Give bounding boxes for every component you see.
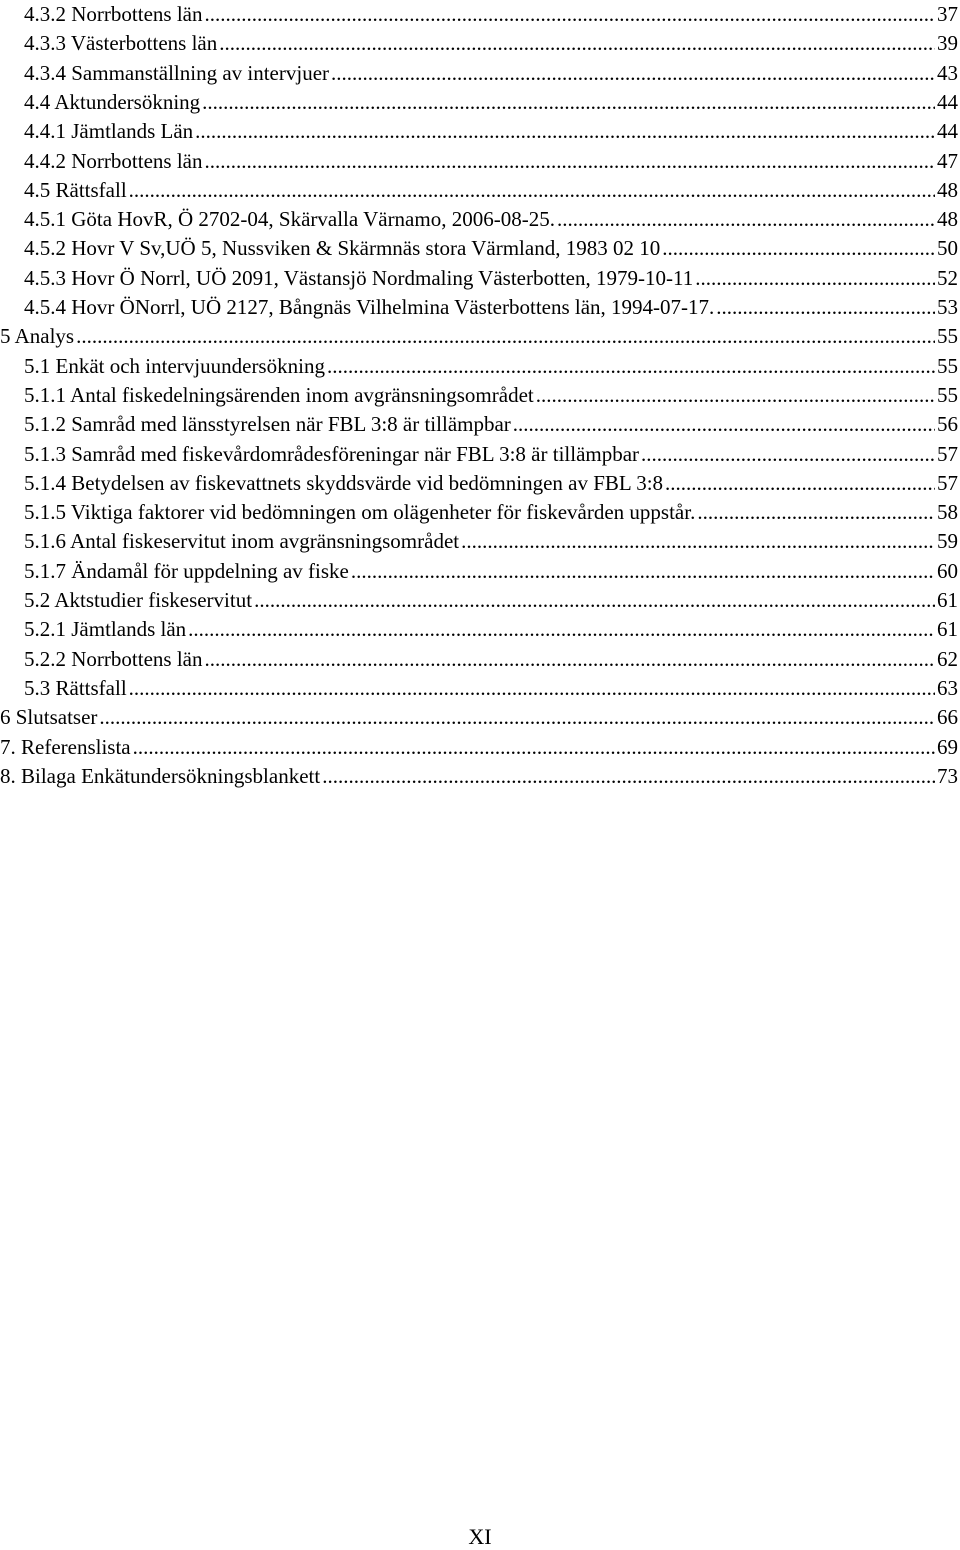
- toc-page-number: 66: [937, 705, 958, 730]
- toc-dot-leader: [254, 586, 935, 615]
- toc-page-number: 58: [937, 500, 958, 525]
- toc-dot-leader: [665, 469, 935, 498]
- toc-dot-leader: [331, 59, 935, 88]
- toc-entry[interactable]: [24, 615, 958, 644]
- toc-dot-leader: [327, 352, 935, 381]
- toc-entry[interactable]: [24, 410, 958, 439]
- toc-entry-title: 8. Bilaga Enkätundersökningsblankett: [0, 763, 321, 788]
- toc-entry-title: 4.5.4 Hovr ÖNorrl, UÖ 2127, Bångnäs Vilhelmina Västerbottens län, 1994-07-17.: [24, 295, 715, 319]
- toc-entry-title: 4.5.1 Göta HovR, Ö 2702-04, Skärvalla Värnamo, 2006-08-25.: [24, 207, 555, 232]
- toc-entry-title: 4.4.2 Norrbottens län: [24, 148, 203, 173]
- toc-dot-leader: [557, 205, 935, 234]
- toc-dot-leader: [641, 440, 935, 469]
- toc-page-number: 52: [937, 265, 958, 290]
- toc-entry[interactable]: [24, 645, 958, 674]
- toc-entry[interactable]: [24, 147, 958, 176]
- toc-entry[interactable]: [24, 674, 958, 703]
- toc-entry-title: 4.5 Rättsfall: [24, 177, 127, 202]
- toc-page-number: 61: [937, 588, 958, 612]
- toc-page-number: 48: [937, 177, 958, 202]
- toc-entry[interactable]: [24, 234, 958, 263]
- toc-entry-title: 7. Referenslista: [0, 734, 131, 759]
- toc-entry[interactable]: [0, 703, 958, 732]
- toc-dot-leader: [202, 88, 935, 117]
- toc-entry-title: 5.1.1 Antal fiskedelningsärenden inom avgränsningsområdet: [24, 382, 534, 407]
- toc-entry-title: 4.5.2 Hovr V Sv,UÖ 5, Nussviken & Skärmnäs stora Värmland, 1983 02 10: [24, 236, 661, 261]
- toc-entry[interactable]: [24, 205, 958, 234]
- toc-entry-title: 4.4 Aktundersökning: [24, 89, 201, 114]
- toc-dot-leader: [76, 322, 935, 351]
- toc-entry[interactable]: [24, 586, 958, 615]
- toc-dot-leader: [219, 29, 935, 58]
- toc-dot-leader: [536, 381, 935, 410]
- toc-entry[interactable]: [0, 322, 958, 351]
- toc-entry-title: 5.1.4 Betydelsen av fiskevattnets skyddsvärde vid bedömningen av FBL 3:8: [24, 470, 664, 495]
- toc-dot-leader: [695, 264, 935, 293]
- toc-entry[interactable]: [24, 527, 958, 556]
- toc-entry[interactable]: [24, 59, 958, 88]
- toc-page-number: 63: [937, 675, 958, 700]
- toc-entry-title: 5.3 Rättsfall: [24, 675, 127, 700]
- toc-entry[interactable]: [24, 117, 958, 146]
- toc-page-number: 69: [937, 734, 958, 759]
- toc-page-number: 55: [937, 353, 958, 378]
- toc-entry[interactable]: [24, 381, 958, 410]
- toc-entry[interactable]: [24, 440, 958, 469]
- toc-dot-leader: [129, 674, 935, 703]
- toc-page-number: 39: [937, 31, 958, 56]
- toc-entry-title: 5.1 Enkät och intervjuundersökning: [24, 353, 325, 378]
- toc-page-number: 53: [937, 295, 958, 319]
- toc-dot-leader: [351, 557, 935, 586]
- toc-page-number: 62: [937, 646, 958, 671]
- toc-dot-leader: [195, 117, 935, 146]
- toc-entry-title: 5.1.2 Samråd med länsstyrelsen när FBL 3:8 är tillämpbar: [24, 412, 511, 437]
- toc-page-number: 48: [937, 207, 958, 232]
- toc-entry-title: 5.1.7 Ändamål för uppdelning av fiske: [24, 558, 349, 583]
- toc-dot-leader: [513, 410, 935, 439]
- toc-dot-leader: [461, 527, 935, 556]
- toc-page-number: 56: [937, 412, 958, 437]
- toc-entry-title: 5 Analys: [0, 324, 75, 349]
- toc-page-number: 60: [937, 558, 958, 583]
- toc-dot-leader: [188, 615, 935, 644]
- toc-entry[interactable]: [24, 293, 958, 322]
- toc-page-number: 43: [937, 60, 958, 85]
- toc-dot-leader: [129, 176, 935, 205]
- toc-entry-title: 5.2 Aktstudier fiskeservitut: [24, 588, 253, 612]
- toc-page-number: 44: [937, 119, 958, 144]
- toc-dot-leader: [99, 703, 935, 732]
- toc-page-number: 55: [937, 324, 958, 349]
- toc-entry[interactable]: [24, 29, 958, 58]
- toc-dot-leader: [697, 498, 935, 527]
- toc-entry-title: 4.5.3 Hovr Ö Norrl, UÖ 2091, Västansjö Nordmaling Västerbotten, 1979-10-11: [24, 265, 694, 290]
- toc-entry[interactable]: [24, 352, 958, 381]
- toc-page-number: 73: [937, 763, 958, 788]
- toc-dot-leader: [204, 0, 935, 29]
- toc-page-number: 61: [937, 617, 958, 642]
- page-number: XI: [468, 1524, 492, 1549]
- toc-entry-title: 4.3.3 Västerbottens län: [24, 31, 218, 56]
- toc-page-number: 37: [937, 2, 958, 26]
- toc-entry-title: 6 Slutsatser: [0, 705, 98, 730]
- toc-entry-title: 4.4.1 Jämtlands Län: [24, 119, 194, 144]
- toc-page-number: 44: [937, 89, 958, 114]
- toc-page-number: 47: [937, 148, 958, 173]
- toc-dot-leader: [716, 293, 935, 322]
- toc-entry-title: 5.2.1 Jämtlands län: [24, 617, 187, 642]
- toc-dot-leader: [204, 147, 935, 176]
- toc-entry[interactable]: [24, 0, 958, 29]
- toc-entry-title: 4.3.4 Sammanställning av intervjuer: [24, 60, 330, 85]
- toc-dot-leader: [662, 234, 935, 263]
- toc-entry[interactable]: [24, 557, 958, 586]
- toc-entry-title: 5.1.5 Viktiga faktorer vid bedömningen om olägenheter för fiskevården uppstår.: [24, 500, 696, 525]
- toc-entry[interactable]: [24, 264, 958, 293]
- toc-entry[interactable]: [24, 176, 958, 205]
- toc-entry-title: 5.2.2 Norrbottens län: [24, 646, 203, 671]
- toc-page-number: 50: [937, 236, 958, 261]
- toc-entry[interactable]: [0, 733, 958, 762]
- toc-page-number: 57: [937, 470, 958, 495]
- toc-dot-leader: [133, 733, 935, 762]
- toc-entry-title: 5.1.6 Antal fiskeservitut inom avgränsningsområdet: [24, 529, 460, 554]
- toc-page-number: 57: [937, 441, 958, 466]
- toc-page-number: 55: [937, 382, 958, 407]
- toc-entry[interactable]: [24, 498, 958, 527]
- toc-entry[interactable]: [24, 469, 958, 498]
- toc-dot-leader: [322, 762, 935, 791]
- toc-entry-title: 5.1.3 Samråd med fiskevårdområdesföreningar när FBL 3:8 är tillämpbar: [24, 441, 640, 466]
- toc-page-number: 59: [937, 529, 958, 554]
- toc-dot-leader: [204, 645, 935, 674]
- toc-entry[interactable]: [0, 762, 958, 791]
- toc-entry-title: 4.3.2 Norrbottens län: [24, 2, 203, 26]
- toc-entry[interactable]: [24, 88, 958, 117]
